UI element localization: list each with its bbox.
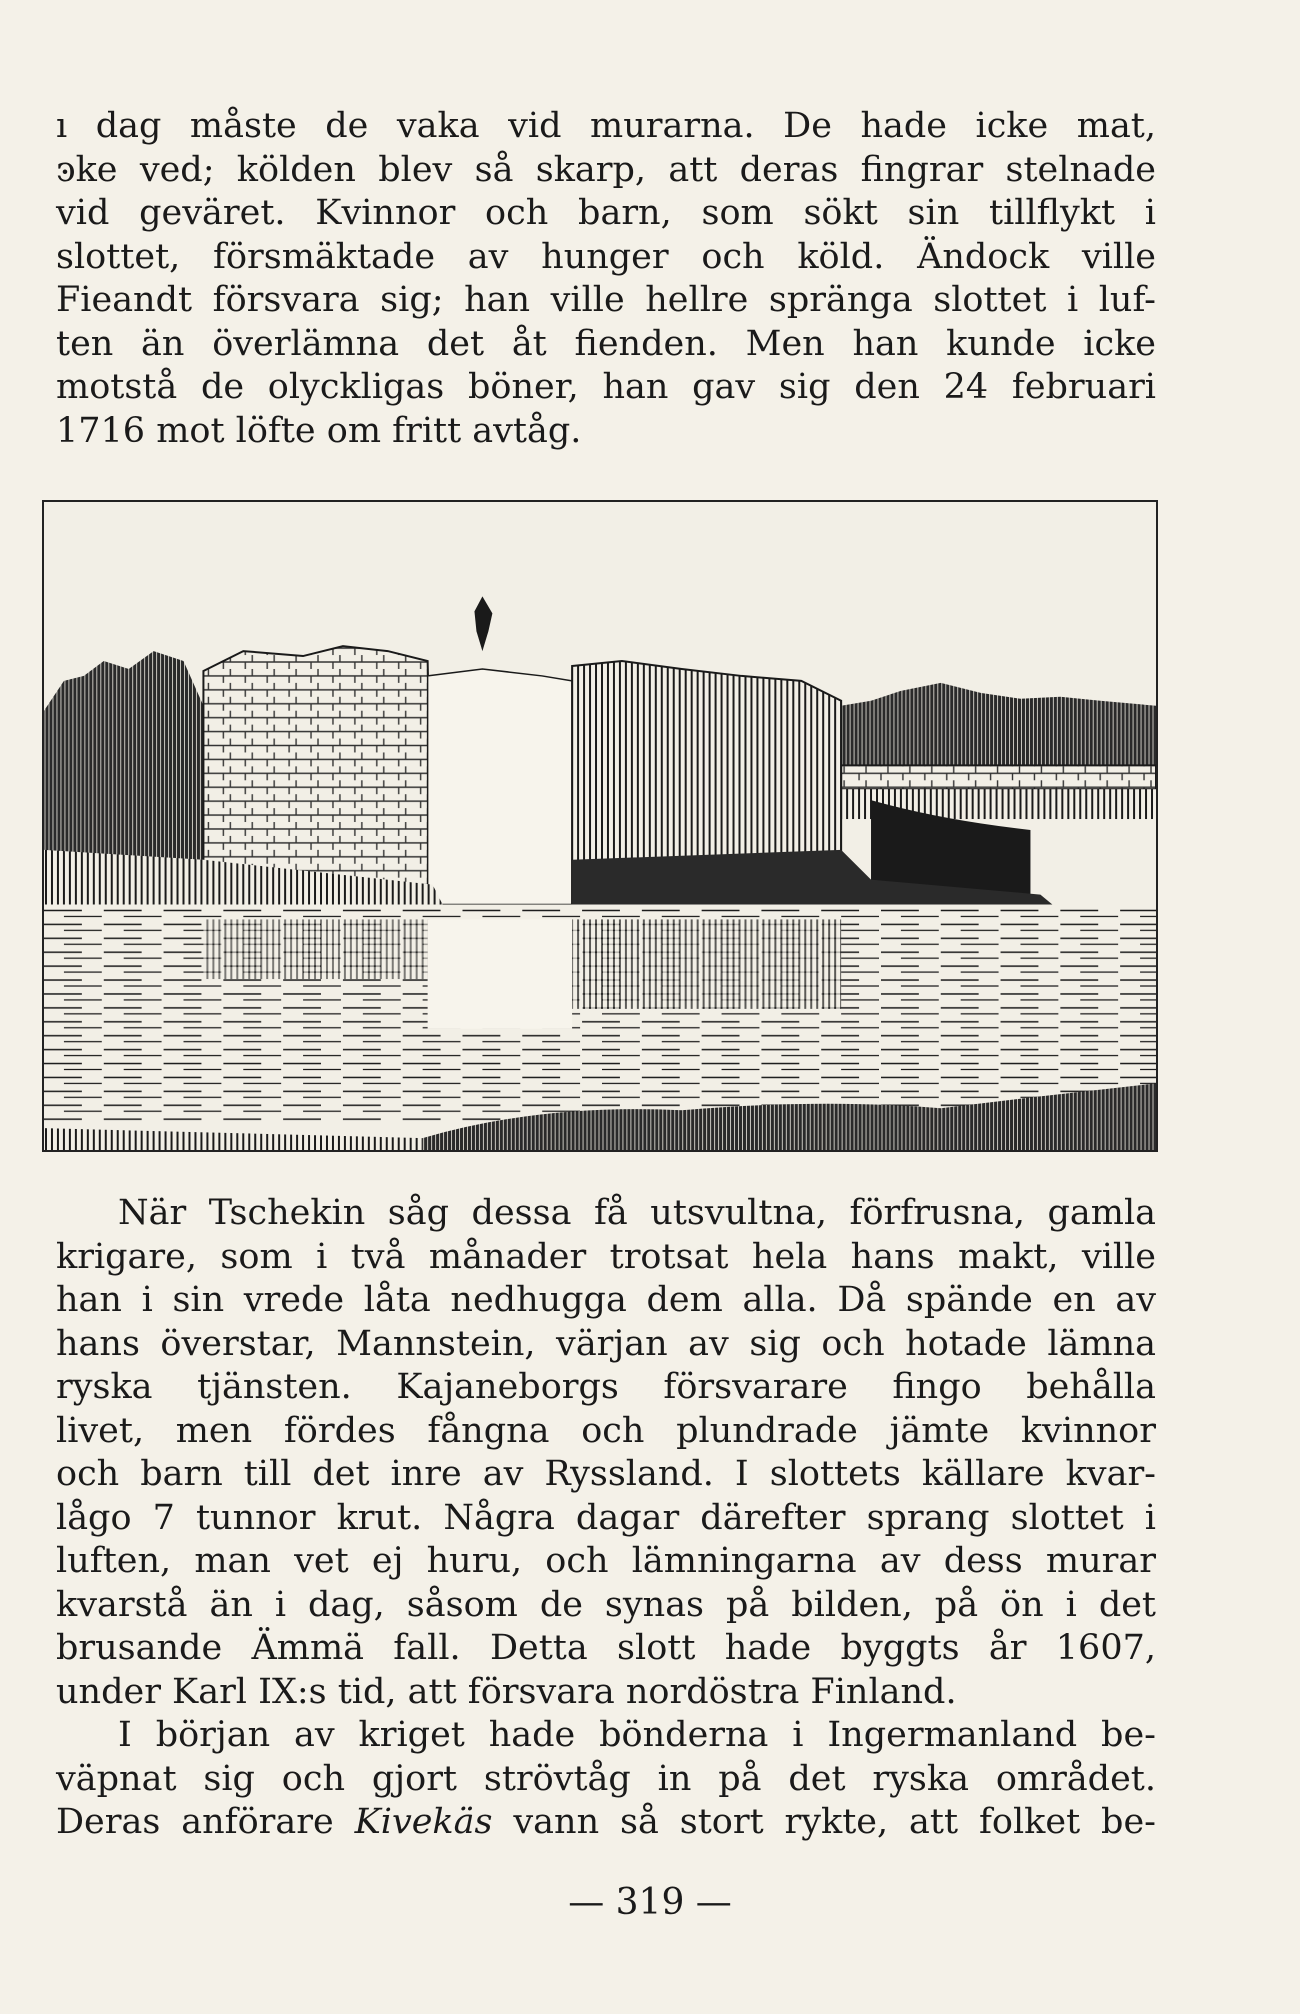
text-line: luften, man vet ej huru, och lämningarna av dess murar	[56, 1541, 1156, 1581]
paragraph-siege	[56, 105, 1156, 453]
text-line: han i sin vrede låta nedhugga dem alla. Då spände en av	[56, 1280, 1156, 1320]
text-line: 1716 mot löfte om fritt avtåg.	[56, 410, 582, 451]
paragraph-aftermath	[56, 1192, 1156, 1845]
text-line: ryska tjänsten. Kajaneborgs försvarare fingo behålla	[56, 1367, 1156, 1407]
text-line: I början av kriget hade bönderna i Ingermanland be-	[118, 1715, 1156, 1755]
text-line: väpnat sig och gjort strövtåg in på det ryska området.	[56, 1758, 1156, 1799]
castle-ruins-drawing	[44, 502, 1156, 1150]
text-line: livet, men fördes fångna och plundrade jämte kvinnor	[56, 1410, 1156, 1451]
name-kivekas: Kivekäs	[354, 1802, 493, 1842]
text-line: Fieandt försvara sig; han ville hellre spränga slottet i luf-	[56, 280, 1156, 320]
text-fragment: vann så stort rykte, att folket be-	[492, 1802, 1156, 1842]
page-number: — 319 —	[568, 1882, 732, 1923]
text-line: och barn till det inre av Ryssland. I slottets källare kvar-	[56, 1454, 1156, 1494]
text-line: vid geväret. Kvinnor och barn, som sökt sin tillflykt i	[56, 193, 1156, 233]
text-line: hans överstar, Mannstein, värjan av sig och hotade lämna	[56, 1323, 1156, 1364]
text-line: lågo 7 tunnor krut. Några dagar därefter sprang slottet i	[56, 1497, 1156, 1538]
text-line: ten än överlämna det åt fienden. Men han kunde icke	[56, 323, 1156, 364]
castle-ruins-illustration	[42, 500, 1158, 1152]
text-line: krigare, som i två månader trotsat hela hans makt, ville	[56, 1236, 1156, 1277]
text-line: kvarstå än i dag, såsom de synas på bilden, på ön i det	[56, 1584, 1156, 1625]
text-line: motstå de olyckligas böner, han gav sig den 24 februari	[56, 367, 1156, 407]
text-line: brusande Ämmä fall. Detta slott hade byggts år 1607,	[56, 1628, 1156, 1668]
text-line-kivekas	[56, 1801, 1156, 1845]
text-fragment: Deras anförare	[56, 1802, 355, 1842]
text-line: ı dag måste de vaka vid murarna. De hade icke mat,	[56, 106, 1156, 146]
text-line: under Karl IX:s tid, att försvara nordöstra Finland.	[56, 1671, 957, 1712]
text-line: ꜿke ved; kölden blev så skarp, att deras fingrar stelnade	[56, 149, 1156, 190]
text-line: När Tschekin såg dessa få utsvultna, förfrusna, gamla	[118, 1193, 1156, 1233]
text-line: slottet, försmäktade av hunger och köld. Ändock ville	[56, 236, 1156, 277]
